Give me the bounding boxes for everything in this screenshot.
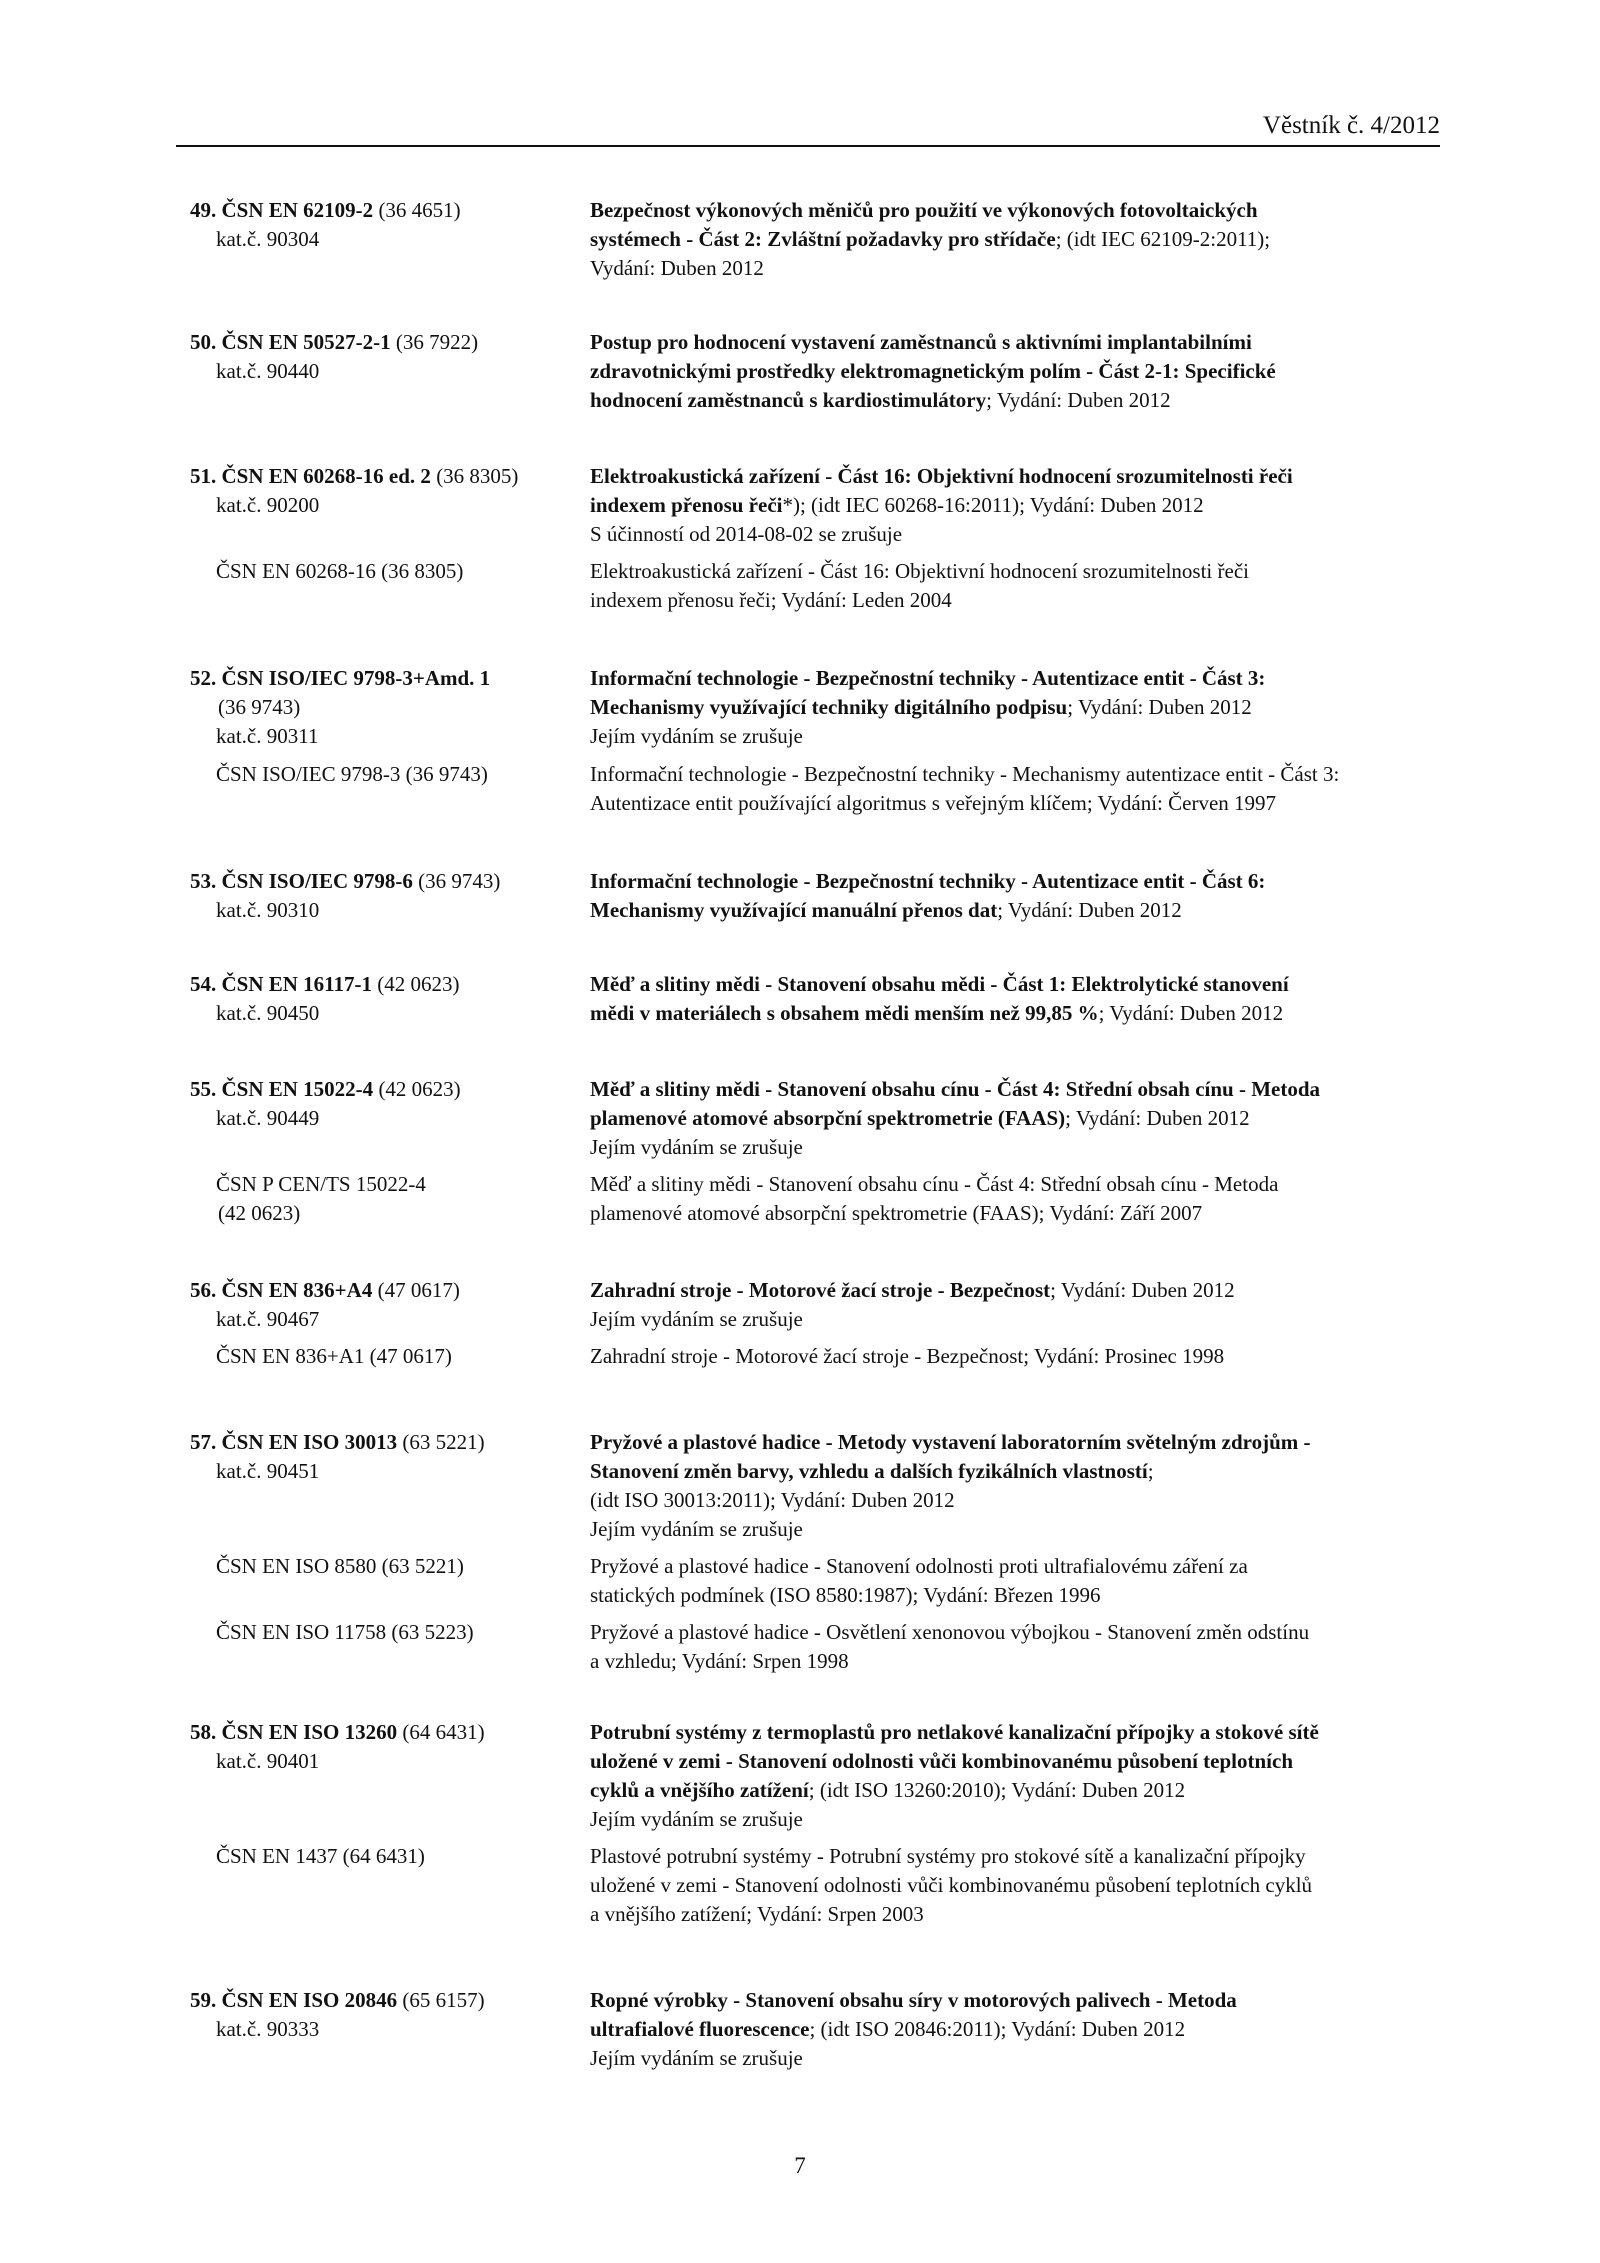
replaced-standard-class: (42 0623) bbox=[218, 1201, 301, 1225]
standard-title: hodnocení zaměstnanců s kardiostimulátory bbox=[590, 388, 987, 412]
issue-date: ; Vydání: Duben 2012 bbox=[1065, 1106, 1250, 1130]
classification-number: (36 9743) bbox=[418, 869, 501, 893]
entry-number: 55. bbox=[190, 1077, 217, 1101]
classification-number: (64 6431) bbox=[402, 1720, 485, 1744]
standard-title: Mechanismy využívající techniky digitálního podpisu bbox=[590, 695, 1068, 719]
standard-title: Informační technologie - Bezpečnostní techniky - Autentizace entit - Část 6: bbox=[590, 869, 1266, 893]
issue-date: ; (idt ISO 13260:2010); Vydání: Duben 2012 bbox=[808, 1778, 1186, 1802]
issue-date: ; Vydání: Duben 2012 bbox=[986, 388, 1171, 412]
standard-title: Ropné výrobky - Stanovení obsahu síry v motorových palivech - Metoda bbox=[590, 1988, 1237, 2012]
entry-number: 56. bbox=[190, 1278, 217, 1302]
standard-title: Potrubní systémy z termoplastů pro netlakové kanalizační přípojky a stokové sítě bbox=[590, 1720, 1319, 1744]
standard-title: Zahradní stroje - Motorové žací stroje - Bezpečnost bbox=[590, 1278, 1051, 1302]
bulletin-title: Věstník č. 4/2012 bbox=[1262, 112, 1440, 139]
catalog-number: kat.č. 90200 bbox=[216, 493, 320, 517]
entry-number: 50. bbox=[190, 330, 217, 354]
classification-number: (47 0617) bbox=[377, 1278, 460, 1302]
replaced-standard-title: Autentizace entit používající algoritmus s veřejným klíčem; Vydání: Červen 1997 bbox=[590, 791, 1277, 815]
replaced-standard-title: uložené v zemi - Stanovení odolnosti vůči kombinovanému působení teplotních cyklů bbox=[590, 1873, 1313, 1897]
issue-date: Vydání: Duben 2012 bbox=[590, 256, 764, 280]
standard-title: Pryžové a plastové hadice - Metody vystavení laboratorním světelným zdrojům - bbox=[590, 1430, 1311, 1454]
standard-title: ultrafialové fluorescence bbox=[590, 2017, 810, 2041]
catalog-number: kat.č. 90467 bbox=[216, 1307, 320, 1331]
standard-code: ČSN ISO/IEC 9798-3+Amd. 1 bbox=[221, 666, 491, 690]
catalog-number: kat.č. 90311 bbox=[216, 724, 319, 748]
catalog-number: kat.č. 90440 bbox=[216, 359, 320, 383]
entry-number: 58. bbox=[190, 1720, 217, 1744]
classification-number: (65 6157) bbox=[402, 1988, 485, 2012]
entry-number: 54. bbox=[190, 972, 217, 996]
replaced-standard-title: Plastové potrubní systémy - Potrubní systémy pro stokové sítě a kanalizační přípojky bbox=[590, 1844, 1306, 1868]
replaced-standard-title: indexem přenosu řeči; Vydání: Leden 2004 bbox=[590, 588, 952, 612]
standard-code: ČSN EN 50527-2-1 bbox=[221, 330, 391, 354]
issue-date: ; (idt ISO 20846:2011); Vydání: Duben 2012 bbox=[809, 2017, 1186, 2041]
issue-date: (idt ISO 30013:2011); Vydání: Duben 2012 bbox=[590, 1488, 955, 1512]
catalog-number: kat.č. 90310 bbox=[216, 898, 320, 922]
header-rule bbox=[176, 145, 1440, 147]
entry-number: 52. bbox=[190, 666, 217, 690]
replaced-standard-title: plamenové atomové absorpční spektrometrie (FAAS); Vydání: Září 2007 bbox=[590, 1201, 1203, 1225]
classification-number: (42 0623) bbox=[378, 1077, 461, 1101]
catalog-number: kat.č. 90304 bbox=[216, 227, 320, 251]
replaced-standard-title: Pryžové a plastové hadice - Osvětlení xenonovou výbojkou - Stanovení změn odstínu bbox=[590, 1620, 1310, 1644]
standard-title: systémech - Část 2: Zvláštní požadavky pro střídače bbox=[590, 227, 1056, 251]
punctuation: ; bbox=[1147, 1459, 1154, 1483]
entry-number: 57. bbox=[190, 1430, 217, 1454]
cancellation-note: Jejím vydáním se zrušuje bbox=[590, 2046, 803, 2070]
entry-number: 53. bbox=[190, 869, 217, 893]
cancellation-note: Jejím vydáním se zrušuje bbox=[590, 1135, 803, 1159]
issue-date: ; Vydání: Duben 2012 bbox=[1098, 1001, 1284, 1025]
standard-code: ČSN EN 836+A4 bbox=[221, 1278, 373, 1302]
standard-code: ČSN EN ISO 13260 bbox=[221, 1720, 398, 1744]
replaced-standard-title: Zahradní stroje - Motorové žací stroje - Bezpečnost; Vydání: Prosinec 1998 bbox=[590, 1344, 1225, 1368]
replaced-standard-title: a vnějšího zatížení; Vydání: Srpen 2003 bbox=[590, 1902, 924, 1926]
standard-title: indexem přenosu řeči bbox=[590, 493, 783, 517]
page-number: 7 bbox=[794, 2153, 806, 2178]
catalog-number: kat.č. 90449 bbox=[216, 1106, 320, 1130]
standard-title: plamenové atomové absorpční spektrometrie (FAAS) bbox=[590, 1106, 1066, 1130]
replaced-standard-title: Pryžové a plastové hadice - Stanovení odolnosti proti ultrafialovému záření za bbox=[590, 1554, 1248, 1578]
standard-code: ČSN EN 60268-16 ed. 2 bbox=[221, 464, 431, 488]
standard-title: Měď a slitiny mědi - Stanovení obsahu cínu - Část 4: Střední obsah cínu - Metoda bbox=[590, 1077, 1321, 1101]
standard-title: Mechanismy využívající manuální přenos dat bbox=[590, 898, 998, 922]
classification-number: (36 8305) bbox=[436, 464, 519, 488]
standard-title: mědi v materiálech s obsahem mědi menším než 99,85 % bbox=[590, 1001, 1099, 1025]
standard-code: ČSN EN ISO 30013 bbox=[221, 1430, 398, 1454]
replaced-standard-title: statických podmínek (ISO 8580:1987); Vydání: Březen 1996 bbox=[590, 1583, 1101, 1607]
standard-title: uložené v zemi - Stanovení odolnosti vůči kombinovanému působení teplotních bbox=[590, 1749, 1293, 1773]
replaced-standard-code: ČSN EN 1437 (64 6431) bbox=[216, 1844, 425, 1868]
standard-title: Měď a slitiny mědi - Stanovení obsahu mědi - Část 1: Elektrolytické stanovení bbox=[590, 972, 1289, 996]
replaced-standard-title: a vzhledu; Vydání: Srpen 1998 bbox=[590, 1649, 849, 1673]
issue-date: ; Vydání: Duben 2012 bbox=[1050, 1278, 1235, 1302]
standard-title: cyklů a vnějšího zatížení bbox=[590, 1778, 809, 1802]
standard-code: ČSN EN ISO 20846 bbox=[221, 1988, 398, 2012]
replaced-standard-code: ČSN ISO/IEC 9798-3 (36 9743) bbox=[216, 762, 488, 786]
classification-number: (63 5221) bbox=[402, 1430, 485, 1454]
standard-details: *); (idt IEC 60268-16:2011); Vydání: Duben 2012 bbox=[782, 493, 1204, 517]
classification-number: (42 0623) bbox=[377, 972, 460, 996]
replaced-standard-code: ČSN EN 836+A1 (47 0617) bbox=[216, 1344, 452, 1368]
replaced-standard-code: ČSN EN ISO 11758 (63 5223) bbox=[216, 1620, 474, 1644]
standard-title: Elektroakustická zařízení - Část 16: Objektivní hodnocení srozumitelnosti řeči bbox=[590, 464, 1293, 488]
classification-number: (36 4651) bbox=[378, 198, 461, 222]
standard-details: ; (idt IEC 62109-2:2011); bbox=[1055, 227, 1271, 251]
replaced-standard-title: Měď a slitiny mědi - Stanovení obsahu cínu - Část 4: Střední obsah cínu - Metoda bbox=[590, 1172, 1279, 1196]
entry-number: 59. bbox=[190, 1988, 217, 2012]
standard-code: ČSN ISO/IEC 9798-6 bbox=[221, 869, 413, 893]
standard-title: Stanovení změn barvy, vzhledu a dalších fyzikálních vlastností bbox=[590, 1459, 1148, 1483]
standard-title: Bezpečnost výkonových měničů pro použití ve výkonových fotovoltaických bbox=[590, 198, 1258, 222]
replaced-standard-code: ČSN EN ISO 8580 (63 5221) bbox=[216, 1554, 464, 1578]
standard-code: ČSN EN 62109-2 bbox=[221, 198, 374, 222]
issue-date: ; Vydání: Duben 2012 bbox=[1067, 695, 1252, 719]
standard-title: Informační technologie - Bezpečnostní techniky - Autentizace entit - Část 3: bbox=[590, 666, 1266, 690]
entry-number: 51. bbox=[190, 464, 217, 488]
catalog-number: kat.č. 90333 bbox=[216, 2017, 320, 2041]
cancellation-note: S účinností od 2014-08-02 se zrušuje bbox=[590, 522, 903, 546]
catalog-number: kat.č. 90450 bbox=[216, 1001, 320, 1025]
replaced-standard-code: ČSN P CEN/TS 15022-4 bbox=[216, 1172, 426, 1196]
standard-title: zdravotnickými prostředky elektromagnetickým polím - Část 2-1: Specifické bbox=[590, 359, 1276, 383]
catalog-number: kat.č. 90451 bbox=[216, 1459, 320, 1483]
cancellation-note: Jejím vydáním se zrušuje bbox=[590, 1807, 803, 1831]
classification-number: (36 9743) bbox=[218, 695, 301, 719]
cancellation-note: Jejím vydáním se zrušuje bbox=[590, 724, 803, 748]
entry-number: 49. bbox=[190, 198, 217, 222]
replaced-standard-code: ČSN EN 60268-16 (36 8305) bbox=[216, 559, 464, 583]
replaced-standard-title: Elektroakustická zařízení - Část 16: Objektivní hodnocení srozumitelnosti řeči bbox=[590, 559, 1249, 583]
classification-number: (36 7922) bbox=[395, 330, 479, 354]
replaced-standard-title: Informační technologie - Bezpečnostní techniky - Mechanismy autentizace entit - Část 3: bbox=[590, 762, 1340, 786]
cancellation-note: Jejím vydáním se zrušuje bbox=[590, 1307, 803, 1331]
cancellation-note: Jejím vydáním se zrušuje bbox=[590, 1517, 803, 1541]
standard-code: ČSN EN 16117-1 bbox=[221, 972, 373, 996]
issue-date: ; Vydání: Duben 2012 bbox=[997, 898, 1182, 922]
standard-title: Postup pro hodnocení vystavení zaměstnanců s aktivními implantabilními bbox=[590, 330, 1252, 354]
standard-code: ČSN EN 15022-4 bbox=[221, 1077, 374, 1101]
catalog-number: kat.č. 90401 bbox=[216, 1749, 320, 1773]
